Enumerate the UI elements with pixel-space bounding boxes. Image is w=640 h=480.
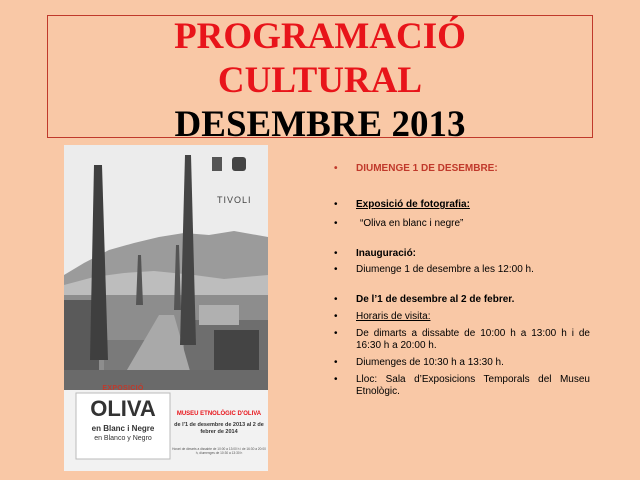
- bullet-icon: •: [334, 311, 338, 322]
- item-text: Horaris de visita:: [356, 311, 431, 322]
- item-text: Inauguració:: [356, 248, 417, 259]
- list-item: [334, 264, 590, 276]
- list-item: [334, 294, 590, 306]
- title-line-3: DESEMBRE 2013: [174, 104, 466, 145]
- list-item: [334, 374, 590, 398]
- list-item: [334, 311, 590, 323]
- list-item: [334, 163, 590, 175]
- title-line-2: CULTURAL: [217, 60, 423, 101]
- bullet-icon: •: [334, 357, 338, 368]
- item-text: Exposició de fotografia:: [356, 199, 470, 210]
- bullet-icon: •: [334, 264, 338, 275]
- item-text: De l’1 de desembre al 2 de febrer.: [356, 294, 515, 305]
- item-text: Diumenge 1 de desembre a les 12:00 h.: [356, 264, 534, 275]
- item-text: Diumenges de 10:30 h a 13:30 h.: [356, 357, 504, 368]
- poster-logo-text: TIVOLI: [217, 195, 252, 205]
- bullet-icon: •: [334, 328, 338, 339]
- bullet-icon: •: [334, 374, 338, 385]
- list-item: [334, 328, 590, 352]
- exhibition-poster: [64, 145, 268, 471]
- item-text: “Oliva en blanc i negre”: [360, 218, 464, 229]
- poster-oliva: OLIVA: [90, 396, 156, 421]
- list-item: [334, 199, 590, 211]
- poster-hours: Horari de dimarts a dissabte de 10:00 a 13:00 h i de 16:30 a 20:00 h, diumenges de 10:30 a 13:30 h: [172, 447, 266, 456]
- poster-blanco-negro: en Blanco y Negro: [94, 435, 152, 442]
- poster-exposicio: EXPOSICIÓ: [102, 385, 144, 392]
- list-item: [334, 248, 590, 260]
- list-item: [334, 357, 590, 369]
- item-text: Lloc: Sala d’Exposicions Temporals del Museu Etnològic.: [356, 374, 590, 397]
- bullet-icon: •: [334, 294, 338, 305]
- list-item: [334, 218, 590, 230]
- item-text: DIUMENGE 1 DE DESEMBRE:: [356, 163, 498, 174]
- item-text: De dimarts a dissabte de 10:00 h a 13:00 h i de 16:30 h a 20:00 h.: [356, 328, 590, 351]
- bullet-icon: •: [334, 248, 338, 259]
- poster-blanc-negre: en Blanc i Negre: [91, 424, 155, 433]
- poster-dates: de l'1 de desembre de 2013 al 2 de febrer de 2014: [174, 422, 264, 435]
- poster-museu: MUSEU ETNOLÒGIC D'OLIVA: [176, 411, 262, 417]
- bullet-icon: •: [334, 199, 338, 210]
- bullet-icon: •: [334, 218, 338, 229]
- program-list: [334, 163, 590, 398]
- bullet-icon: •: [334, 163, 338, 174]
- title-line-1: PROGRAMACIÓ: [174, 16, 466, 57]
